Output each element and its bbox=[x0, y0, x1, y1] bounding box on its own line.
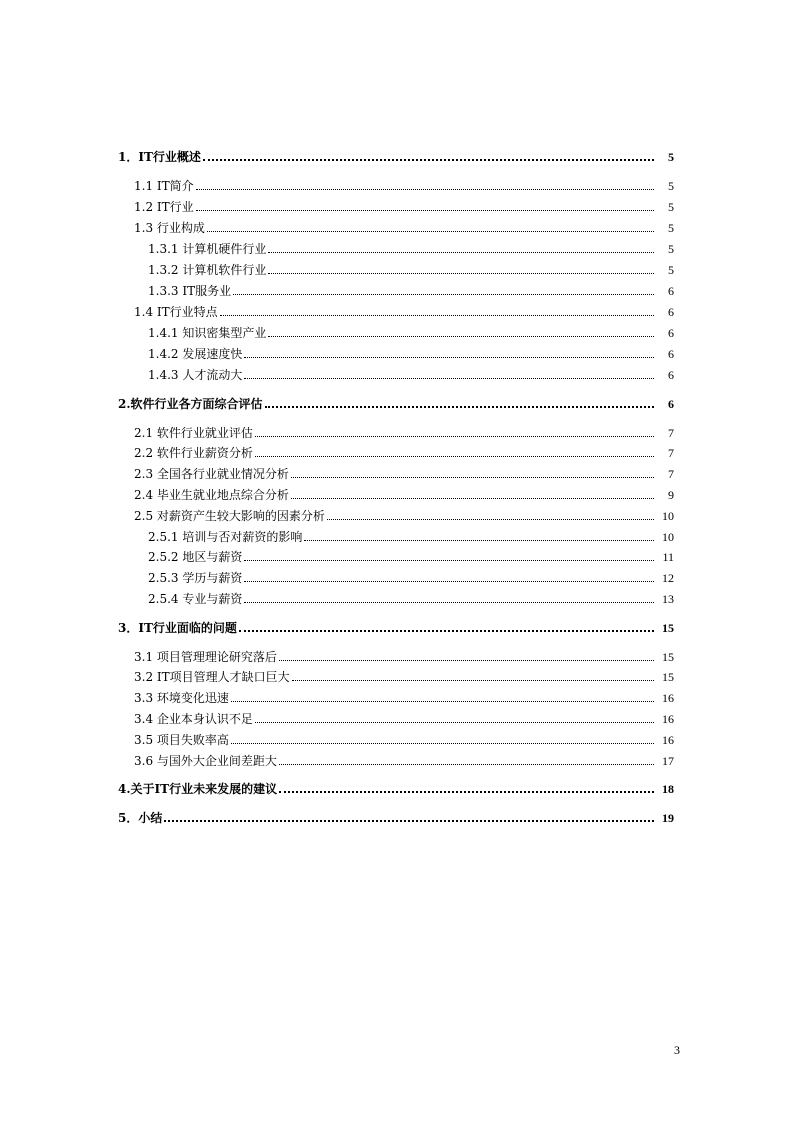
toc-entry[interactable] bbox=[134, 648, 674, 664]
toc-entry-title: 1.4.2 发展速度快 bbox=[148, 347, 243, 361]
toc-entry-page: 6 bbox=[668, 347, 674, 361]
toc-leader-dots bbox=[255, 721, 654, 723]
toc-entry[interactable] bbox=[134, 219, 674, 235]
toc-entry[interactable] bbox=[134, 668, 674, 684]
toc-entry[interactable] bbox=[134, 177, 674, 193]
toc-entry-page: 5 bbox=[668, 200, 674, 214]
toc-leader-dots bbox=[244, 559, 654, 561]
toc-leader-dots bbox=[291, 497, 654, 499]
toc-entry-title: 3.3 环境变化迅速 bbox=[134, 691, 229, 705]
toc-leader-dots bbox=[327, 518, 654, 520]
toc-entry-page: 6 bbox=[668, 397, 674, 411]
toc-entry[interactable] bbox=[148, 590, 674, 606]
toc-entry-title: 3.4 企业本身认识不足 bbox=[134, 712, 253, 726]
toc-entry[interactable] bbox=[134, 689, 674, 705]
toc-leader-dots bbox=[265, 405, 654, 408]
toc-entry-title: 3．IT行业面临的问题 bbox=[118, 621, 237, 635]
toc-leader-dots bbox=[279, 659, 654, 661]
toc-entry-title: 2.5.1 培训与否对薪资的影响 bbox=[148, 530, 303, 544]
toc-entry-page: 12 bbox=[662, 571, 674, 585]
toc-entry[interactable] bbox=[134, 710, 674, 726]
toc-entry-page: 10 bbox=[662, 530, 674, 544]
toc-leader-dots bbox=[244, 377, 654, 379]
toc-leader-dots bbox=[207, 230, 654, 232]
toc-entry[interactable] bbox=[118, 619, 674, 635]
toc-entry[interactable] bbox=[118, 780, 674, 796]
toc-leader-dots bbox=[304, 539, 654, 541]
toc-entry-title: 1.4.3 人才流动大 bbox=[148, 368, 243, 382]
toc-entry-title: 1.3.1 计算机硬件行业 bbox=[148, 242, 267, 256]
toc-leader-dots bbox=[196, 188, 654, 190]
toc-entry[interactable] bbox=[134, 198, 674, 214]
toc-entry-title: 2.5.2 地区与薪资 bbox=[148, 550, 243, 564]
toc-entry[interactable] bbox=[148, 345, 674, 361]
toc-entry-page: 6 bbox=[668, 305, 674, 319]
toc-entry-page: 5 bbox=[668, 221, 674, 235]
toc-entry-page: 6 bbox=[668, 326, 674, 340]
toc-leader-dots bbox=[164, 819, 654, 822]
toc-entry[interactable] bbox=[148, 569, 674, 585]
toc-entry[interactable] bbox=[148, 240, 674, 256]
toc-entry-title: 1．IT行业概述 bbox=[118, 150, 201, 164]
toc-entry[interactable] bbox=[148, 324, 674, 340]
toc-entry-page: 16 bbox=[662, 712, 674, 726]
toc-entry-title: 1.4 IT行业特点 bbox=[134, 305, 218, 319]
toc-entry[interactable] bbox=[148, 528, 674, 544]
toc-entry-page: 16 bbox=[662, 691, 674, 705]
toc-entry-page: 16 bbox=[662, 733, 674, 747]
toc-entry-page: 15 bbox=[662, 650, 674, 664]
toc-leader-dots bbox=[231, 742, 654, 744]
toc-entry-title: 3.2 IT项目管理人才缺口巨大 bbox=[134, 670, 290, 684]
toc-leader-dots bbox=[239, 629, 654, 632]
toc-entry[interactable] bbox=[134, 507, 674, 523]
toc-entry-page: 5 bbox=[668, 150, 674, 164]
toc-entry-page: 7 bbox=[668, 467, 674, 481]
toc-leader-dots bbox=[220, 314, 654, 316]
toc-entry-title: 1.3 行业构成 bbox=[134, 221, 205, 235]
toc-entry-title: 1.4.1 知识密集型产业 bbox=[148, 326, 267, 340]
toc-leader-dots bbox=[291, 476, 654, 478]
toc-entry[interactable] bbox=[134, 486, 674, 502]
toc-leader-dots bbox=[268, 272, 654, 274]
toc-entry-page: 5 bbox=[668, 242, 674, 256]
toc-entry-page: 15 bbox=[662, 670, 674, 684]
toc-leader-dots bbox=[268, 251, 654, 253]
toc-entry[interactable] bbox=[148, 366, 674, 382]
toc-entry-title: 1.3.3 IT服务业 bbox=[148, 284, 232, 298]
toc-leader-dots bbox=[244, 356, 654, 358]
toc-entry[interactable] bbox=[118, 809, 674, 825]
toc-leader-dots bbox=[255, 455, 654, 457]
toc-entry-title: 2.软件行业各方面综合评估 bbox=[118, 397, 263, 411]
toc-entry-page: 17 bbox=[662, 754, 674, 768]
toc-entry-page: 6 bbox=[668, 284, 674, 298]
toc-entry[interactable] bbox=[134, 303, 674, 319]
toc-entry-page: 6 bbox=[668, 368, 674, 382]
toc-entry[interactable] bbox=[134, 424, 674, 440]
toc-entry-title: 2.5 对薪资产生较大影响的因素分析 bbox=[134, 509, 325, 523]
toc-entry-page: 7 bbox=[668, 426, 674, 440]
toc-entry-page: 19 bbox=[662, 811, 674, 825]
toc-entry-page: 13 bbox=[662, 592, 674, 606]
toc-entry[interactable] bbox=[134, 465, 674, 481]
toc-entry-title: 2.5.3 学历与薪资 bbox=[148, 571, 243, 585]
toc-entry-title: 3.1 项目管理理论研究落后 bbox=[134, 650, 277, 664]
toc-leader-dots bbox=[279, 790, 654, 793]
toc-entry[interactable] bbox=[134, 752, 674, 768]
toc-entry-title: 2.1 软件行业就业评估 bbox=[134, 426, 253, 440]
toc-entry[interactable] bbox=[118, 148, 674, 164]
toc-leader-dots bbox=[231, 700, 654, 702]
toc-entry[interactable] bbox=[134, 444, 674, 460]
toc-entry-title: 5．小结 bbox=[118, 811, 163, 825]
toc-entry-title: 2.3 全国各行业就业情况分析 bbox=[134, 467, 289, 481]
toc-leader-dots bbox=[255, 435, 654, 437]
toc-entry[interactable] bbox=[118, 395, 674, 411]
page-number: 3 bbox=[674, 1043, 680, 1057]
toc-entry-title: 2.2 软件行业薪资分析 bbox=[134, 446, 253, 460]
toc-leader-dots bbox=[203, 158, 654, 161]
toc-leader-dots bbox=[292, 679, 654, 681]
toc-leader-dots bbox=[196, 209, 654, 211]
toc-entry-page: 5 bbox=[668, 179, 674, 193]
toc-entry-title: 4.关于IT行业未来发展的建议 bbox=[118, 782, 278, 796]
toc-leader-dots bbox=[268, 335, 654, 337]
toc-leader-dots bbox=[233, 293, 654, 295]
toc-leader-dots bbox=[279, 763, 654, 765]
toc-entry[interactable] bbox=[134, 731, 674, 747]
toc-entry[interactable] bbox=[148, 261, 674, 277]
toc-entry-page: 7 bbox=[668, 446, 674, 460]
toc-entry-title: 3.6 与国外大企业间差距大 bbox=[134, 754, 277, 768]
toc-entry-title: 3.5 项目失败率高 bbox=[134, 733, 229, 747]
toc-entry-page: 18 bbox=[662, 782, 674, 796]
toc-entry-title: 2.4 毕业生就业地点综合分析 bbox=[134, 488, 289, 502]
toc-entry[interactable] bbox=[148, 548, 674, 564]
toc-entry-page: 15 bbox=[662, 621, 674, 635]
toc-entry[interactable] bbox=[148, 282, 674, 298]
toc-entry-page: 5 bbox=[668, 263, 674, 277]
toc-entry-page: 10 bbox=[662, 509, 674, 523]
toc-leader-dots bbox=[244, 580, 654, 582]
toc-entry-title: 2.5.4 专业与薪资 bbox=[148, 592, 243, 606]
toc-entry-title: 1.1 IT简介 bbox=[134, 179, 194, 193]
toc-leader-dots bbox=[244, 601, 654, 603]
toc-entry-title: 1.3.2 计算机软件行业 bbox=[148, 263, 267, 277]
toc-entry-page: 11 bbox=[662, 550, 674, 564]
toc-entry-page: 9 bbox=[668, 488, 674, 502]
toc-entry-title: 1.2 IT行业 bbox=[134, 200, 194, 214]
